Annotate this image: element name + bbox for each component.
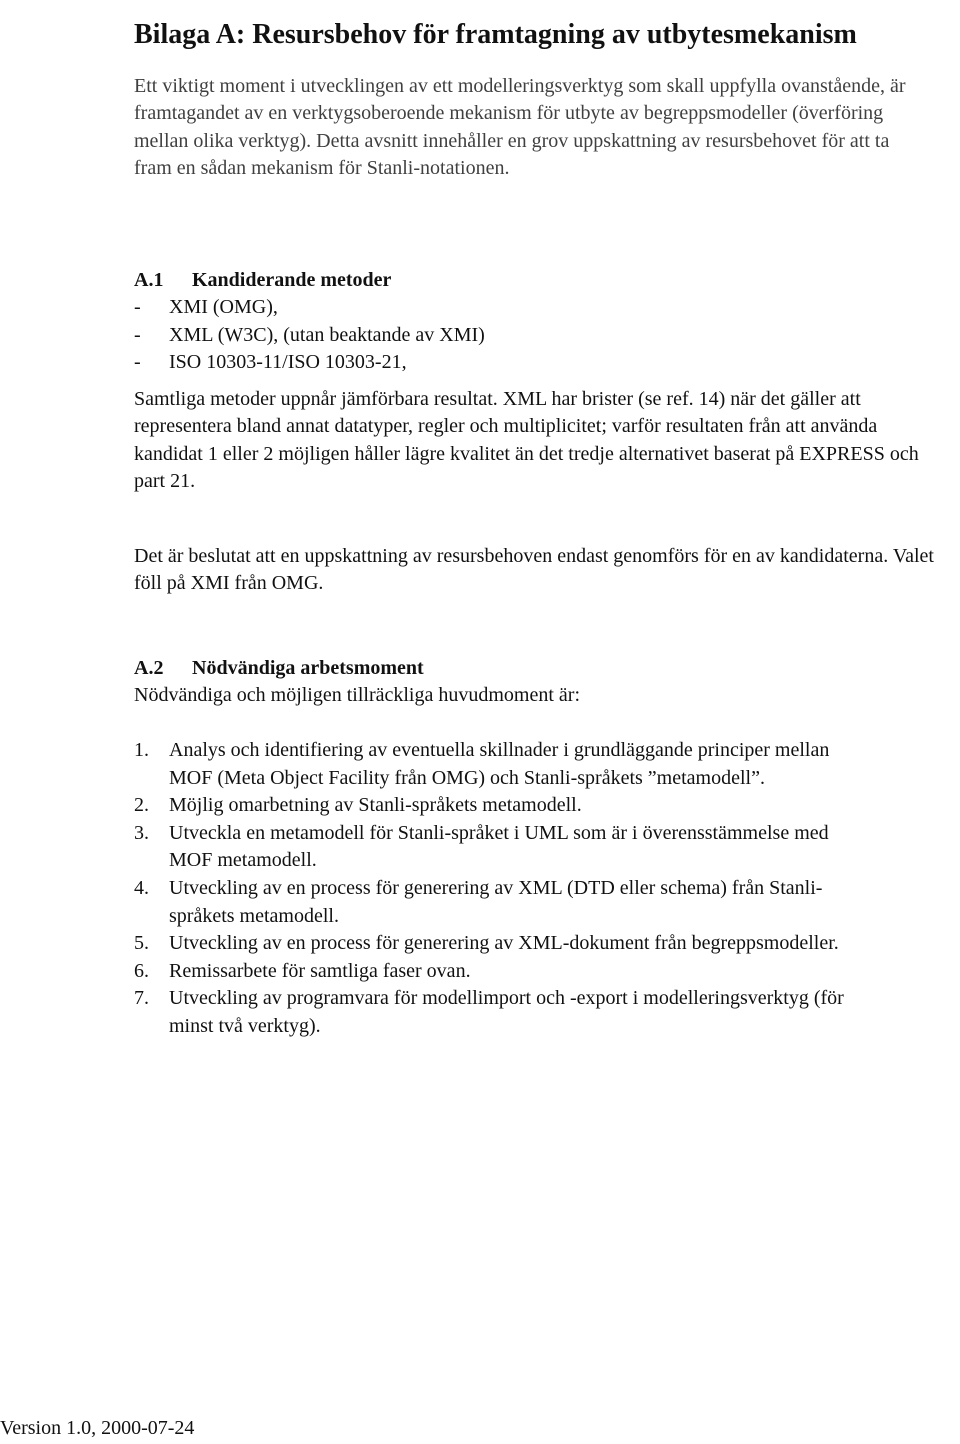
footer-version: Version 1.0, 2000-07-24 xyxy=(0,1417,195,1439)
intro-paragraph: Ett viktigt moment i utvecklingen av ett modelleringsverktyg som skall uppfylla ovanstående, är framtagandet av en verktygsoberoende mekanism för utbyte av begreppsmodeller (överföring mellan olika verktyg). Detta avsnitt innehåller en grov uppskattning av resursbehovet för att ta fram en sådan mekanism för Stanli-notationen. xyxy=(134,75,906,180)
list-item: - ISO 10303-11/ISO 10303-21, xyxy=(134,351,407,373)
section-title: Kandiderande metoder xyxy=(192,269,392,291)
list-item: 7. Utveckling av programvara för modellimport och -export i modelleringsverktyg (för minst två verktyg). xyxy=(134,987,844,1037)
section-title: Nödvändiga arbetsmoment xyxy=(192,657,424,679)
list-item: - XMI (OMG), xyxy=(134,296,278,318)
section-heading-a1 xyxy=(134,267,391,294)
list-item: - XML (W3C), (utan beaktande av XMI) xyxy=(134,323,485,346)
list-item: 6. Remissarbete för samtliga faser ovan. xyxy=(134,959,471,982)
decision-paragraph: Det är beslutat att en uppskattning av resursbehoven endast genomförs för en av kandidaterna. Valet föll på XMI från OMG. xyxy=(134,545,934,595)
list-item: 4. Utveckling av en process för generering av XML (DTD eller schema) från Stanli-språkets metamodell. xyxy=(134,876,823,927)
section-number: A.1 xyxy=(134,269,164,291)
section-heading-a2 xyxy=(134,655,424,682)
list-item: 3. Utveckla en metamodell för Stanli-språket i UML som är i överensstämmelse med MOF metamodell. xyxy=(134,821,829,872)
page-title: Bilaga A: Resursbehov för framtagning av utbytesmekanism xyxy=(134,18,857,50)
moments-intro: Nödvändiga och möjligen tillräckliga huvudmoment är: xyxy=(134,684,581,706)
list-item: 1. Analys och identifiering av eventuella skillnader i grundläggande principer mellan MOF (Meta Object Facility från OMG) och Stanli-språkets ”metamodell”. xyxy=(134,739,830,789)
methods-list xyxy=(134,294,485,377)
section-number: A.2 xyxy=(134,657,164,679)
list-item: 5. Utveckling av en process för generering av XML-dokument från begreppsmodeller. xyxy=(134,932,839,955)
steps-list xyxy=(134,737,854,1041)
result-paragraph: Samtliga metoder uppnår jämförbara resultat. XML har brister (se ref. 14) när det gäller att representera bland annat datatyper, regler och multiplicitet; varför resultaten från att använda kandidat 1 eller 2 möjligen håller lägre kvalitet än det tredje alternativet baserat på EXPRESS och part 21. xyxy=(134,388,919,493)
list-item: 2. Möjlig omarbetning av Stanli-språkets metamodell. xyxy=(134,794,582,817)
